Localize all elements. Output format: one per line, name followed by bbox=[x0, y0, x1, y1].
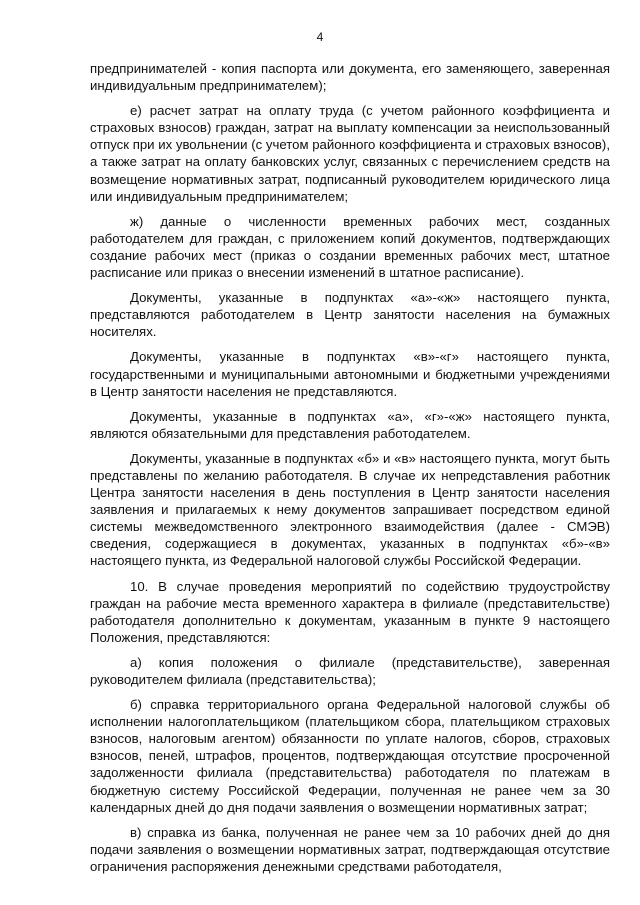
paragraph-documents-mandatory: Документы, указанные в подпунктах «а», «г»-«ж» настоящего пункта, являются обязательными для представления работодателем. bbox=[90, 408, 610, 441]
paragraph-item-zh: ж) данные о численности временных рабочих мест, созданных работодателем для граждан, с приложением копий документов, подтверждающих создание рабочих мест (приказ о создании временных рабочих мест, штатное расписание или приказ о внесении изменений в штатное расписание). bbox=[90, 213, 610, 281]
document-body bbox=[90, 60, 610, 883]
paragraph-item-v: в) справка из банка, полученная не ранее чем за 10 рабочих дней до дня подачи заявления о возмещении нормативных затрат, подтверждающая отсутствие ограничения распоряжения денежными средствами работодателя, bbox=[90, 824, 610, 874]
paragraph-item-a: а) копия положения о филиале (представительстве), заверенная руководителем филиала (представительства); bbox=[90, 654, 610, 687]
paragraph-item-b: б) справка территориального органа Федеральной налоговой службы об исполнении налогоплательщиком (плательщиком сбора, плательщиком страховых взносов, налоговым агентом) обязанности по уплате налогов, сборов, страховых взносов, пеней, штрафов, процентов, подтверждающая отсутствие просроченной задолженности филиала (представительства) работодателя по платежам в бюджетную систему Российской Федерации, полученная не ранее чем за 30 календарных дней до дня подачи заявления о возмещении нормативных затрат; bbox=[90, 697, 610, 815]
paragraph-clause-10: 10. В случае проведения мероприятий по содействию трудоустройству граждан на рабочие места временного характера в филиале (представительстве) работодателя дополнительно к документам, указанным в пункте 9 настоящего Положения, представляются: bbox=[90, 578, 610, 645]
paragraph-documents-a-zh: Документы, указанные в подпунктах «а»-«ж» настоящего пункта, представляются работодателем в Центр занятости населения на бумажных носителях. bbox=[90, 290, 610, 340]
paragraph-documents-v-g: Документы, указанные в подпунктах «в»-«г» настоящего пункта, государственными и муниципальными автономными и бюджетными учреждениями в Центр занятости населения не представляются. bbox=[90, 349, 610, 399]
page-number: 4 bbox=[316, 30, 324, 44]
paragraph-item-e: е) расчет затрат на оплату труда (с учетом районного коэффициента и страховых взносов) граждан, затрат на выплату компенсации за неиспользованный отпуск при их увольнении (с учетом районного коэффициента и страховых взносов), а также затрат на оплату банковских услуг, связанных с перечислением средств на возмещение нормативных затрат, подписанный руководителем юридического лица или индивидуальным предпринимателем; bbox=[90, 103, 610, 204]
paragraph-documents-b-v: Документы, указанные в подпунктах «б» и «в» настоящего пункта, могут быть представлены по желанию работодателя. В случае их непредставления работник Центра занятости населения в день поступления в Центр занятости населения заявления и прилагаемых к нему документов запрашивает посредством единой системы межведомственного электронного взаимодействия (далее - СМЭВ) сведения, содержащиеся в документах, указанных в подпунктах «б»-«в» настоящего пункта, из Федеральной налоговой службы Российской Федерации. bbox=[90, 450, 610, 569]
paragraph-continuation: предпринимателей - копия паспорта или документа, его заменяющего, заверенная индивидуальным предпринимателем); bbox=[90, 61, 610, 94]
